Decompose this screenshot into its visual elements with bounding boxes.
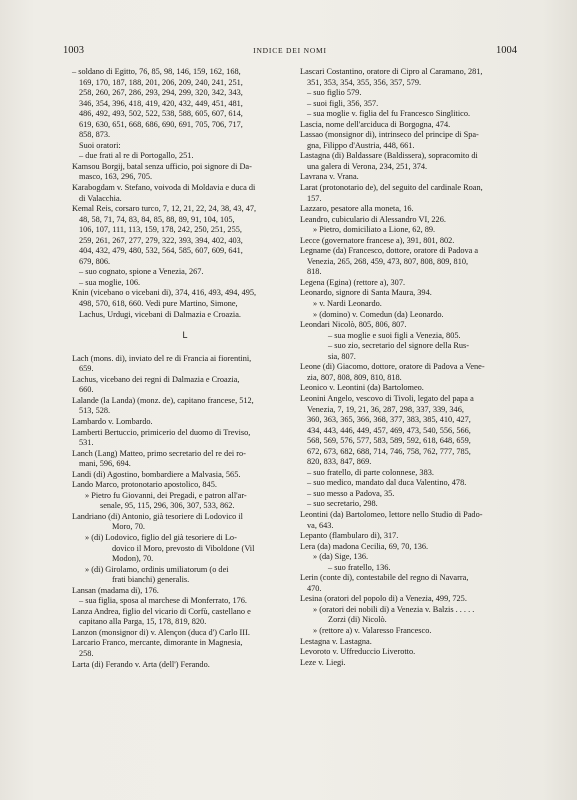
index-entry-line: Landriano (di) Antonio, già tesoriere di Lodovico il [72, 511, 243, 521]
index-entry-line: – suo cognato, spione a Venezia, 267. [79, 267, 204, 277]
index-entry-line: 346, 354, 396, 418, 419, 420, 432, 449, 451, 481, [79, 98, 243, 108]
index-entry-line: – suo fratello, 136. [328, 562, 391, 572]
index-entry-line: 531. [79, 438, 94, 448]
index-entry-line: » (di) Lodovico, figlio del già tesoriere di Lo- [85, 532, 237, 542]
index-entry-line: » Pietro fu Giovanni, dei Pregadi, e patron all'ar- [85, 490, 247, 500]
index-entry-line: senale, 95, 115, 296, 306, 307, 533, 862. [100, 501, 235, 511]
index-entry-line: Legname (da) Francesco, dottore, oratore di Padova a [300, 246, 479, 256]
page-number-left: 1003 [63, 45, 84, 56]
index-entry-line: Levoroto v. Uffreduccio Liverotto. [300, 647, 416, 657]
index-entry-line: Lambardo v. Lombardo. [72, 416, 153, 426]
index-entry-line: Lerin (conte di), contestabile del regno di Navarra, [300, 573, 469, 583]
index-entry-line: » (domino) v. Comedun (da) Leonardo. [313, 309, 444, 319]
index-entry-line: 106, 107, 111, 113, 159, 178, 242, 250, 251, 255, [79, 225, 242, 235]
index-entry-line: Lestagna v. Lastagna. [300, 636, 372, 646]
index-entry-line: 660. [79, 385, 94, 395]
index-entry-line: 659. [79, 364, 94, 374]
index-entry-line: frati bianchi) generalis. [112, 575, 190, 585]
index-entry-line: Leone (di) Giacomo, dottore, oratore di Padova a Vene- [300, 362, 485, 372]
index-entry-line: 404, 432, 479, 480, 532, 564, 585, 607, 609, 641, [79, 246, 243, 256]
index-entry-line: Lazzaro, pesatore alla moneta, 16. [300, 204, 414, 214]
page-number-right: 1004 [496, 45, 517, 56]
index-entry-line: dovico il Moro, prevosto di Viboldone (Vil [112, 543, 255, 553]
index-entry-line: Larcario Franco, mercante, dimorante in Magnesia, [72, 638, 243, 648]
index-entry-line: Lach (mons. di), inviato del re di Francia ai fiorentini, [72, 353, 252, 363]
index-entry-line: – sua moglie v. figlia del fu Francesco Singlitico. [307, 109, 471, 119]
index-entry-line: Leonico v. Leontini (da) Bartolomeo. [300, 383, 424, 393]
index-entry-line: 672, 673, 682, 688, 714, 746, 758, 762, 777, 785, [307, 446, 471, 456]
index-entry-line: Suoi oratori: [79, 140, 121, 150]
running-title: INDICE DEI NOMI [253, 46, 327, 55]
index-entry-line: Leonardo, signore di Santa Maura, 394. [300, 288, 432, 298]
index-entry-line: gna, Filippo d'Austria, 448, 661. [307, 140, 415, 150]
index-entry-line: Larat (protonotario de), del seguito del cardinale Roan, [300, 183, 483, 193]
index-entry-line: sia, 807. [328, 351, 356, 361]
index-entry-line: Knin (vicebano o vicebani di), 374, 416, 493, 494, 495, [72, 288, 257, 298]
index-entry-line: » (oratori dei nobili di) a Venezia v. Balzis . . . . . [313, 604, 475, 614]
index-entry-line: Lascari Costantino, oratore di Cipro al Caramano, 281, [300, 67, 483, 76]
index-entry-line: 498, 570, 618, 660. Vedi pure Martino, Simone, [79, 299, 238, 309]
section-letter: L [182, 330, 188, 341]
index-entry-line: Zorzi (di) Nicolò. [328, 615, 387, 625]
index-entry-line: Lalande (la Landa) (monz. de), capitano francese, 512, [72, 395, 254, 405]
left-column [72, 67, 298, 670]
index-entry-line: 470. [307, 583, 322, 593]
index-entry-line: Lachus, Urdugi, vicebani di Dalmazia e Croazia. [79, 309, 241, 319]
index-entry-line: Venezia, 7, 19, 21, 36, 287, 298, 337, 339, 346, [307, 404, 464, 414]
index-entry-line: una galera di Verona, 234, 251, 374. [307, 161, 428, 171]
index-entry-line: – sua figlia, sposa al marchese di Monferrato, 176. [79, 596, 247, 606]
index-entry-line: Lanch (Lang) Matteo, primo secretario del re dei ro- [72, 448, 246, 458]
index-entry-line: » (di) Girolamo, ordinis umiliatorum (o dei [85, 564, 229, 574]
index-entry-line: Lansan (madama di), 176. [72, 585, 159, 595]
index-entry-line: Lachus, vicebano dei regni di Dalmazia e Croazia, [72, 374, 240, 384]
index-entry-line: 679, 806. [79, 256, 111, 266]
index-entry-line: 434, 443, 446, 449, 457, 469, 473, 540, 556, 566, [307, 425, 471, 435]
index-entry-line: Leze v. Liegi. [300, 657, 346, 667]
index-entry-line: – suo zio, secretario del signore della Rus- [328, 341, 470, 351]
index-entry-line: Karabogdam v. Stefano, voivoda di Moldavia e duca di [72, 183, 256, 193]
index-entry-line: Leandro, cubiculario di Alessandro VI, 226. [300, 214, 446, 224]
index-entry-line: Landi (di) Agostino, bombardiere a Malvasia, 565. [72, 469, 241, 479]
index-entry-line: mani, 596, 694. [79, 459, 131, 469]
index-entry-line: 360, 363, 365, 366, 368, 377, 383, 385, 410, 427, [307, 415, 471, 425]
index-entry-line: 486, 492, 493, 502, 522, 538, 588, 605, 607, 614, [79, 109, 243, 119]
right-column [300, 67, 527, 668]
index-entry-line: – sua moglie e suoi figli a Venezia, 805. [328, 330, 461, 340]
index-entry-line: Modon), 70. [112, 554, 154, 564]
index-entry-line: – suo secretario, 298. [307, 499, 378, 509]
index-entry-line: di Valacchia. [79, 193, 122, 203]
index-entry-line: – sua moglie, 106. [79, 277, 141, 287]
index-entry-line: 513, 528. [79, 406, 111, 416]
index-entry-line: 169, 170, 187, 188, 201, 206, 209, 240, 241, 251, [79, 77, 243, 87]
index-entry-line: – suo medico, mandato dal duca Valentino, 478. [307, 478, 467, 488]
index-entry-line: 818. [307, 267, 322, 277]
index-entry-line: Lanzon (monsignor di) v. Alençon (duca d') Carlo III. [72, 627, 250, 637]
index-entry-line: 259, 261, 267, 277, 279, 322, 393, 394, 402, 403, [79, 235, 243, 245]
index-entry-line: Leontini (da) Bartolomeo, lettore nello Studio di Pado- [300, 509, 483, 519]
index-entry-line: Lascia, nome dell'arciduca di Borgogna, 474. [300, 119, 451, 129]
index-entry-line: Lesina (oratori del popolo di) a Venezia, 499, 725. [300, 594, 467, 604]
index-entry-line: Legena (Egina) (rettore a), 307. [300, 277, 406, 287]
index-entry-line: Lavrana v. Vrana. [300, 172, 359, 182]
index-entry-line: 568, 569, 576, 577, 583, 589, 592, 618, 648, 659, [307, 436, 471, 446]
index-entry-line: Lecce (governatore francese a), 391, 801, 802. [300, 235, 455, 245]
index-entry-line: Kamsou Borgij, batal senza ufficio, poi signore di Da- [72, 161, 252, 171]
index-entry-line: 258, 260, 267, 286, 293, 294, 299, 320, 342, 343, [79, 88, 243, 98]
index-entry-line: Lanza Andrea, figlio del vicario di Corfù, castellano e [72, 606, 251, 616]
index-entry-line: – due frati al re di Portogallo, 251. [79, 151, 194, 161]
index-entry-line: » (da) Sige, 136. [313, 552, 369, 562]
index-entry-line: 157. [307, 193, 322, 203]
index-entry-line: Lando Marco, protonotario apostolico, 845. [72, 480, 217, 490]
index-entry-line: Kemal Reis, corsaro turco, 7, 12, 21, 22, 24, 38, 43, 47, [72, 204, 257, 214]
index-entry-line: – suo fratello, di parte colonnese, 383. [307, 467, 434, 477]
index-entry-line: 619, 630, 651, 668, 686, 690, 691, 705, 706, 717, [79, 119, 243, 129]
index-entry-line: Lassao (monsignor di), intrinseco del principe di Spa- [300, 130, 479, 140]
index-entry-line: Leonini Angelo, vescovo di Tivoli, legato del papa a [300, 393, 474, 403]
index-entry-line: Venezia, 265, 268, 459, 473, 807, 808, 809, 810, [307, 256, 469, 266]
running-head [63, 45, 517, 59]
index-entry-line: – suoi figli, 356, 357. [307, 98, 379, 108]
index-entry-line: » Pietro, domiciliato a Lione, 62, 89. [313, 225, 436, 235]
index-entry-line: masco, 163, 296, 705. [79, 172, 153, 182]
index-entry-line: – suo figlio 579. [307, 88, 362, 98]
index-entry-line: zia, 807, 808, 809, 810, 818. [307, 372, 402, 382]
index-entry-line: Lepanto (flambularo di), 317. [300, 531, 399, 541]
index-entry-line: va, 643. [307, 520, 334, 530]
index-entry-line: 48, 58, 71, 74, 83, 84, 85, 88, 89, 91, 104, 105, [79, 214, 235, 224]
index-entry-line: 258. [79, 648, 94, 658]
index-entry-line: » (rettore a) v. Valaresso Francesco. [313, 625, 432, 635]
index-entry-line: – soldano di Egitto, 76, 85, 98, 146, 159, 162, 168, [72, 67, 241, 76]
index-entry-line: – suo messo a Padova, 35. [307, 488, 395, 498]
index-entry-line: capitano alla Parga, 15, 178, 819, 820. [79, 617, 207, 627]
index-entry-line: 858, 873. [79, 130, 111, 140]
index-entry-line: Lastagna (di) Baldassare (Baldissera), sopracomito di [300, 151, 478, 161]
index-entry-line: Leondari Nicolò, 805, 806, 807. [300, 320, 407, 330]
index-entry-line: 820, 833, 847, 869. [307, 457, 372, 467]
index-entry-line: Lamberti Bertuccio, primicerio del duomo di Treviso, [72, 427, 251, 437]
index-entry-line: Larta (di) Ferando v. Arta (dell') Ferando. [72, 659, 210, 669]
index-entry-line: » v. Nardi Leonardo. [313, 299, 382, 309]
index-entry-line: 351, 353, 354, 355, 356, 357, 579. [307, 77, 422, 87]
index-entry-line: Lera (da) madona Cecilia, 69, 70, 136. [300, 541, 429, 551]
index-entry-line: Moro, 70. [112, 522, 145, 532]
